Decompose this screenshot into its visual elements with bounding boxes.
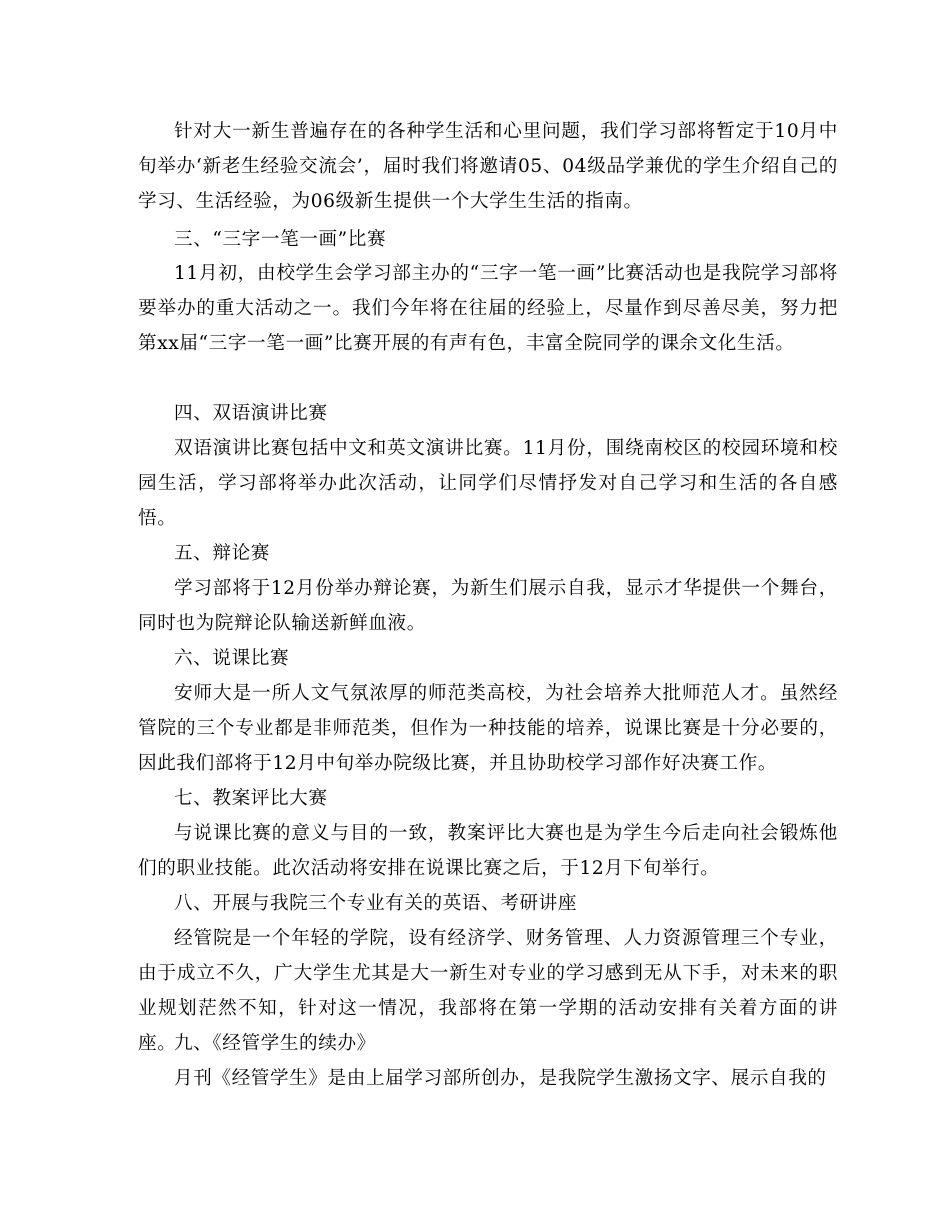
section-heading-8: 八、开展与我院三个专业有关的英语、考研讲座 (174, 893, 578, 914)
paragraph-magazine: 月刊《经管学生》是由上届学习部所创办，是我院学生激扬文字、展示自我的 (174, 1068, 827, 1089)
paragraph-calligraphy-contest: 11月初，由校学生会学习部主办的“三字一笔一画”比赛活动也是我院学习部将要举办的重大活动之一。我们今年将在往届的经验上，尽量作到尽善尽美，努力把第xx届“三字一笔一画”比赛开展的有声有色，丰富全院同学的课余文化生活。 (138, 263, 838, 354)
section-heading-6: 六、说课比赛 (174, 648, 290, 669)
paragraph-lesson-plan: 与说课比赛的意义与目的一致，教案评比大赛也是为学生今后走向社会锻炼他们的职业技能。此次活动将安排在说课比赛之后，于12月下旬举行。 (138, 823, 838, 879)
section-heading-4: 四、双语演讲比赛 (174, 403, 328, 424)
paragraph-bilingual-speech: 双语演讲比赛包括中文和英文演讲比赛。11月份，围绕南校区的校园环境和校园生活，学习部将举办此次活动，让同学们尽情抒发对自己学习和生活的各自感悟。 (138, 438, 838, 529)
paragraph-lecture-contest: 安师大是一所人文气氛浓厚的师范类高校，为社会培养大批师范人才。虽然经管院的三个专业都是非师范类，但作为一种技能的培养，说课比赛是十分必要的，因此我们部将于12月中旬举办院级比赛，并且协助校学习部作好决赛工作。 (138, 683, 838, 774)
paragraph-freshman-exchange: 针对大一新生普遍存在的各种学生活和心里问题，我们学习部将暂定于10月中旬举办‘新老生经验交流会’，届时我们将邀请05、04级品学兼优的学生介绍自己的学习、生活经验，为06级新生提供一个大学生生活的指南。 (138, 121, 838, 212)
section-heading-3: 三、“三字一笔一画”比赛 (174, 229, 387, 250)
paragraph-lectures: 经管院是一个年轻的学院，设有经济学、财务管理、人力资源管理三个专业，由于成立不久，广大学生尤其是大一新生对专业的学习感到无从下手，对未来的职业规划茫然不知，针对这一情况，我部将在第一学期的活动安排有关着方面的讲座。 (138, 928, 838, 1054)
section-heading-5: 五、辩论赛 (174, 543, 270, 564)
section-heading-7: 七、教案评比大赛 (174, 788, 328, 809)
paragraph-debate: 学习部将于12月份举办辩论赛，为新生们展示自我，显示才华提供一个舞台，同时也为院辩论队输送新鲜血液。 (138, 578, 838, 634)
section-heading-9: 九、《经管学生的续办》 (174, 1033, 376, 1054)
